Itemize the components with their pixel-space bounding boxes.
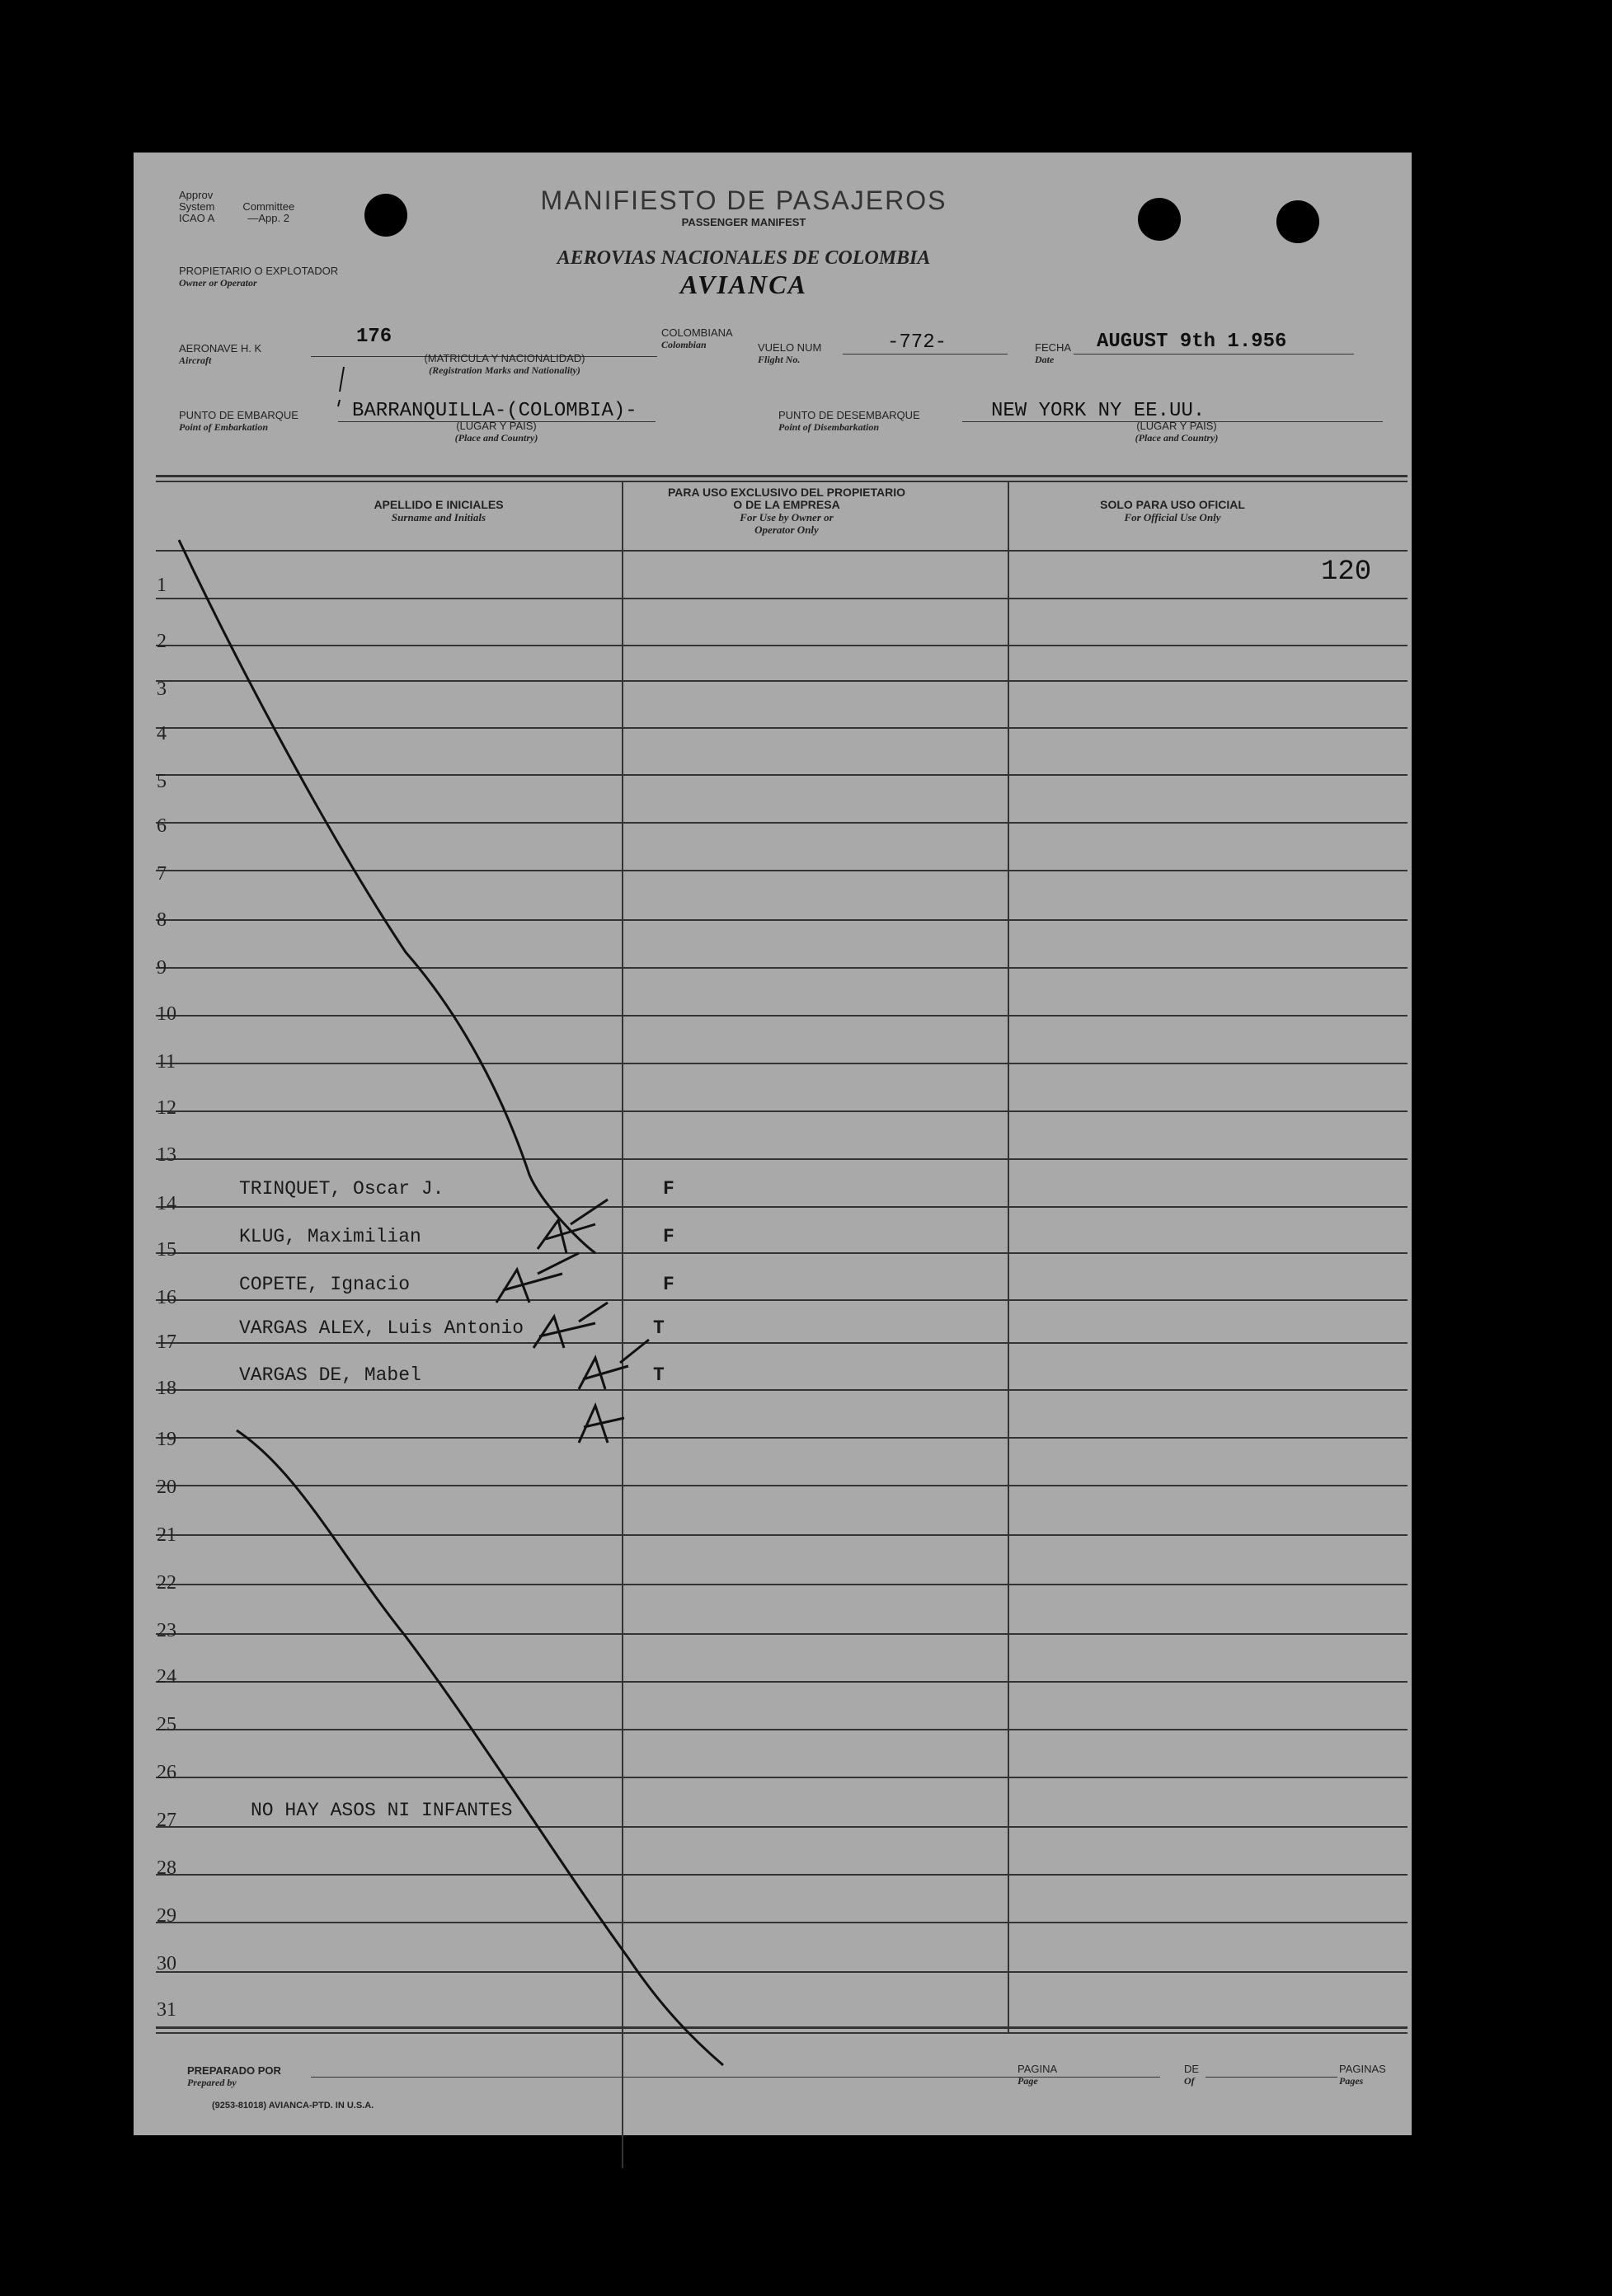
embark-label-en: Point of Embarkation [179,421,269,433]
column-header-text: SOLO PARA USO OFICIAL [1100,498,1245,511]
disembark-value: NEW YORK NY EE.UU. [991,400,1205,422]
row-number: 24 [157,1666,176,1688]
passenger-code: F [663,1178,674,1200]
passenger-code: T [653,1364,665,1386]
row-number: 23 [157,1620,176,1641]
cancel-stroke-top [179,540,595,1253]
row-number: 18 [157,1378,176,1399]
row-number: 21 [157,1524,176,1546]
row-number: 22 [157,1572,176,1594]
flight-label-en: Flight No. [758,354,801,365]
flight-value: -772- [887,331,947,354]
passenger-name: TRINQUET, Oscar J. [239,1178,444,1200]
column-header-text-en: Surname and Initials [391,511,486,524]
airline-short: AVIANCA [680,270,807,299]
approval-text: Approv [179,189,214,201]
date-label-en: Date [1035,354,1055,365]
row-number: 16 [157,1287,176,1308]
place-note-en: (Place and Country) [1135,432,1219,444]
place-note-en: (Place and Country) [454,432,538,444]
aircraft-label-es: AERONAVE H. K [179,342,262,354]
registration-note-en: (Registration Marks and Nationality) [429,364,580,376]
airline-name: AEROVIAS NACIONALES DE COLOMBIA [557,247,931,269]
row-number: 11 [157,1051,176,1073]
registration-note-es: (MATRICULA Y NACIONALIDAD) [424,352,585,364]
handwritten-marks [134,153,1412,2135]
row-number: 9 [157,957,167,979]
prepared-label-en: Prepared by [187,2077,237,2088]
row-number: 17 [157,1331,176,1353]
row-number: 15 [157,1239,176,1261]
approval-text: System [179,200,215,213]
manifest-sheet [134,153,1412,2135]
passenger-name: KLUG, Maximilian [239,1226,421,1247]
of-label-en: Of [1184,2075,1195,2087]
page-label-en: Page [1017,2075,1038,2087]
row-number: 7 [157,863,167,885]
row-number: 13 [157,1144,176,1166]
tick-mark [538,1200,608,1253]
pages-label-en: Pages [1339,2075,1364,2087]
official-number: 120 [1321,556,1372,588]
row-number: 26 [157,1762,176,1783]
embark-label-es: PUNTO DE EMBARQUE [179,409,298,421]
pages-label-es: PAGINAS [1339,2063,1386,2075]
column-header-text: APELLIDO E INICIALES [374,498,504,511]
passenger-code: F [663,1274,674,1295]
passenger-name: VARGAS DE, Mabel [239,1364,421,1386]
print-code: (9253-81018) AVIANCA-PTD. IN U.S.A. [212,2101,374,2111]
row-number: 8 [157,909,167,931]
row-number: 14 [157,1193,176,1214]
cancel-stroke-bottom [237,1430,723,2065]
date-value: AUGUST 9th 1.956 [1097,331,1287,353]
row-number: 31 [157,1999,176,2021]
column-header-text-en: Operator Only [754,524,819,536]
nationality-label-en: Colombian [661,339,707,350]
flight-label-es: VUELO NUM [758,341,822,354]
disembark-label-es: PUNTO DE DESEMBARQUE [778,409,920,421]
row-number: 29 [157,1905,176,1927]
passenger-name: VARGAS ALEX, Luis Antonio [239,1317,524,1339]
place-note-es: (LUGAR Y PAIS) [456,420,537,432]
owner-label-en: Owner or Operator [179,277,257,289]
embark-value: BARRANQUILLA-(COLOMBIA)- [352,400,637,422]
approval-text: ICAO A [179,212,215,224]
column-header-text: O DE LA EMPRESA [733,498,840,511]
owner-label-es: PROPIETARIO O EXPLOTADOR [179,265,339,277]
row-number: 6 [157,815,167,837]
row-number: 5 [157,771,167,792]
row-number: 3 [157,678,167,700]
tick-mark [533,1303,608,1348]
row-number: 20 [157,1477,176,1498]
row-number: 10 [157,1003,176,1025]
column-header-text: PARA USO EXCLUSIVO DEL PROPIETARIO [667,486,906,499]
of-label-es: DE [1184,2063,1200,2075]
page-label-es: PAGINA [1017,2063,1058,2075]
column-header-text-en: For Use by Owner or [740,511,834,524]
row-number: 12 [157,1097,176,1119]
place-note-es: (LUGAR Y PAIS) [1136,420,1217,432]
passenger-name: COPETE, Ignacio [239,1274,411,1295]
approval-text: —App. 2 [247,212,289,224]
note-text: NO HAY ASOS NI INFANTES [251,1800,513,1821]
passenger-code: F [663,1226,674,1247]
row-number: 30 [157,1953,176,1974]
passenger-code: T [653,1317,665,1339]
row-number: 25 [157,1714,176,1735]
row-number: 19 [157,1429,176,1450]
aircraft-value: 176 [356,326,392,348]
disembark-label-en: Point of Disembarkation [778,421,880,433]
row-number: 28 [157,1857,176,1879]
row-number: 1 [157,575,167,596]
nationality-label-es: COLOMBIANA [661,326,733,339]
tick-mark [579,1340,649,1389]
date-label-es: FECHA [1035,341,1072,354]
page-title: MANIFIESTO DE PASAJEROS [540,185,947,215]
tick-mark [496,1253,579,1303]
row-number: 27 [157,1810,176,1831]
tick-mark [579,1406,624,1443]
page-subtitle: PASSENGER MANIFEST [681,216,806,228]
row-number: 4 [157,723,167,744]
tick-mark [338,367,344,406]
aircraft-label-en: Aircraft [179,354,212,366]
column-header-text-en: For Official Use Only [1124,511,1221,524]
prepared-label-es: PREPARADO POR [187,2064,281,2077]
approval-text: Committee [242,200,295,213]
row-number: 2 [157,631,167,652]
